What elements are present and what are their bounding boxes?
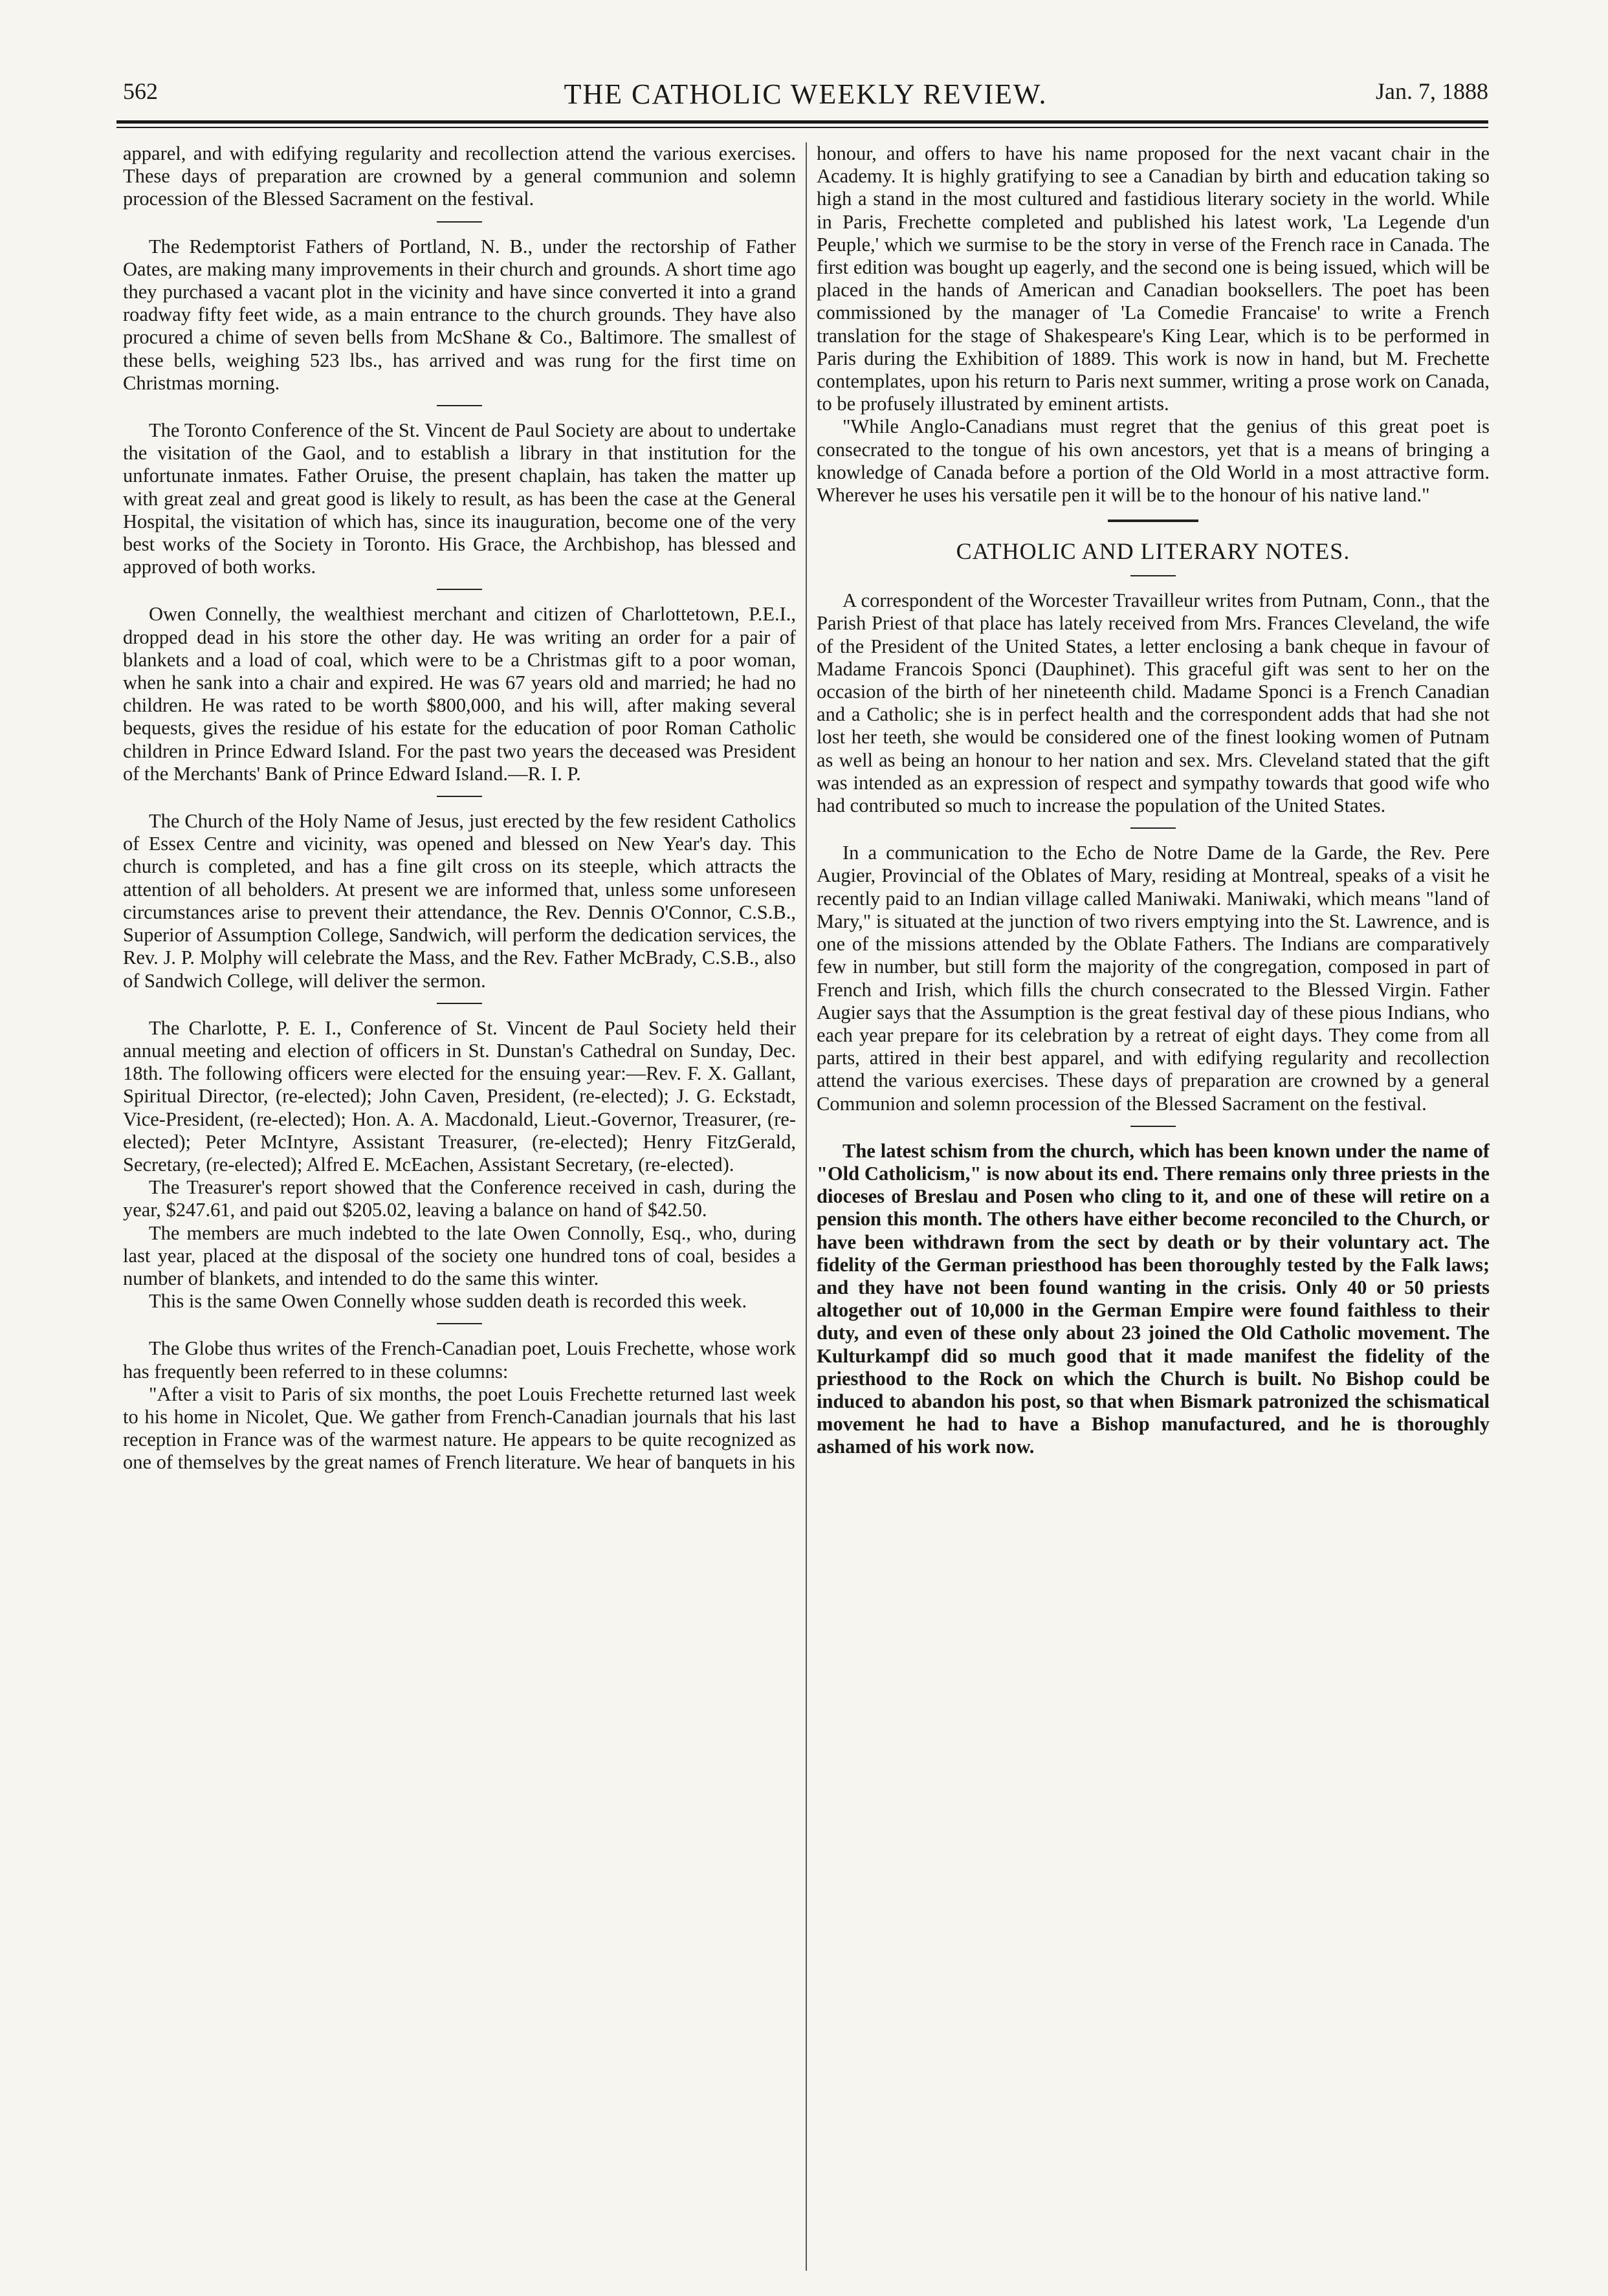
article-paragraph: The Redemptorist Fathers of Portland, N. B., under the rectorship of Father Oates, are making many improvements in their church and grounds. A short time ago they purchased a vacant plot in the vicinity and have since converted it into a grand roadway fifty feet wide, as a main entrance to the church grounds. They have also procured a chime of seven bells from McShane & Co., Baltimore. The smallest of these bells, weighing 523 lbs., has arrived and was rung for the first time on Christmas morning. — [123, 235, 796, 394]
separator — [437, 405, 482, 406]
separator — [1130, 1126, 1176, 1127]
journal-title: THE CATHOLIC WEEKLY REVIEW. — [564, 78, 1048, 110]
article-paragraph: The latest schism from the church, which has been known under the name of "Old Catholicism," is now about its end. There remains only three priests in the dioceses of Breslau and Posen who cling to it, and one of these will retire on a pension this month. The others have either become reconciled to the Church, or have been withdrawn from the sect by death or by their voluntary act. The fidelity of the German priesthood has been thoroughly tested by the Falk laws; and they have not been found wanting in the crisis. Only 40 or 50 priests altogether out of 10,000 in the German Empire were found faithless to their duty, and even of these only about 23 joined the Old Catholic movement. The Kulturkampf did so much good that it made manifest the fidelity of the priesthood to the Rock on which the Church is built. No Bishop could be induced to abandon his post, so that when Bismark patronized the schismatical movement he had to have a Bishop manufactured, and he is thoroughly ashamed of his work now. — [817, 1139, 1490, 1458]
article-paragraph: apparel, and with edifying regularity and recollection attend the various exercises. These days of preparation are crowned by a general communion and solemn procession of the Blessed Sacrament on the festival. — [123, 142, 796, 210]
page-number: 562 — [123, 78, 158, 104]
separator — [437, 221, 482, 223]
article-paragraph: The Toronto Conference of the St. Vincent de Paul Society are about to undertake the visitation of the Gaol, and to establish a library in that institution for the unfortunate inmates. Father Oruise, the present chaplain, has taken the matter up with great zeal and great good is likely to result, as has been the case at the General Hospital, the visitation of which has, since its inauguration, become one of the very best works of the Society in Toronto. His Grace, the Archbishop, has blessed and approved of both works. — [123, 419, 796, 578]
separator — [1130, 827, 1176, 829]
separator — [437, 1323, 482, 1324]
article-paragraph: The members are much indebted to the late Owen Connolly, Esq., who, during last year, placed at the disposal of the society one hundred tons of coal, besides a number of blankets, and intended to do the same this winter. — [123, 1221, 796, 1289]
separator — [437, 796, 482, 797]
article-paragraph: Owen Connelly, the wealthiest merchant and citizen of Charlottetown, P.E.I., dropped dead in his store the other day. He was writing an order for a pair of blankets and a load of coal, which were to be a Christmas gift to a poor woman, when he sank into a chair and expired. He was 67 years old and married; he had no children. He was rated to be worth $800,000, and his will, after making several bequests, gives the residue of his estate for the education of poor Roman Catholic children in Prince Edward Island. For the past two years the deceased was President of the Merchants' Bank of Prince Edward Island.—R. I. P. — [123, 603, 796, 785]
article-paragraph: honour, and offers to have his name proposed for the next vacant chair in the Academy. It is highly gratifying to see a Canadian by birth and education taking so high a stand in the most cultured and fastidious literary society in the world. While in Paris, Frechette completed and published his latest work, 'La Legende d'un Peuple,' which we surmise to be the story in verse of the French race in Canada. The first edition was bought up eagerly, and the second one is being issued, which will be placed in the hands of American and Canadian booksellers. The poet has been commissioned by the manager of 'La Comedie Francaise' to write a French translation for the stage of Shakespeare's King Lear, which is to be performed in Paris during the Exhibition of 1889. This work is now in hand, but M. Frechette contemplates, upon his return to Paris next summer, writing a prose work on Canada, to be profusely illustrated by eminent artists. — [817, 142, 1490, 415]
right-column — [817, 142, 1490, 2271]
separator — [1130, 575, 1176, 576]
article-paragraph: "After a visit to Paris of six months, the poet Louis Frechette returned last week to his home in Nicolet, Que. We gather from French-Canadian journals that his last reception in France was of the warmest nature. He appears to be quite recognized as one of themselves by the great names of French literature. We hear of banquets in his — [123, 1383, 796, 1474]
bold-article — [817, 1140, 1490, 1459]
separator — [437, 1003, 482, 1004]
article-paragraph: "While Anglo-Canadians must regret that the genius of this great poet is consecrated to the tongue of his own ancestors, yet that is a means of bringing a knowledge of Canada before a portion of the Old World in a most attractive form. Wherever he uses his versatile pen it will be to the honour of his native land." — [817, 415, 1490, 507]
issue-date: Jan. 7, 1888 — [1376, 78, 1488, 104]
article-paragraph: A correspondent of the Worcester Travailleur writes from Putnam, Conn., that the Parish Priest of that place has lately received from Mrs. Frances Cleveland, the wife of the President of the United States, a letter enclosing a bank cheque in favour of Madame Francois Sponci (Dauphinet). This graceful gift was sent to her on the occasion of the birth of her nineteenth child. Madame Sponci is a French Canadian and a Catholic; she is in perfect health and the correspondent adds that had she not lost her teeth, she would be considered one of the finest looking women of Putnam as well as being an honour to her nation and sex. Mrs. Cleveland stated that the gift was intended as an expression of respect and sympathy towards that good wife who had contributed so much to increase the population of the United States. — [817, 589, 1490, 817]
separator — [437, 589, 482, 590]
header-rule-thin — [116, 127, 1488, 128]
page-header — [123, 78, 1488, 116]
article-paragraph: The Treasurer's report showed that the Conference received in cash, during the year, $247.61, and paid out $205.02, leaving a balance on hand of $42.50. — [123, 1176, 796, 1221]
article-paragraph: This is the same Owen Connelly whose sudden death is recorded this week. — [149, 1290, 747, 1313]
header-rule-thick — [116, 120, 1488, 124]
column-divider — [806, 142, 807, 2271]
article-paragraph: The Globe thus writes of the French-Canadian poet, Louis Frechette, whose work has frequently been referred to in these columns: — [123, 1337, 796, 1383]
article-paragraph: The Charlotte, P. E. I., Conference of St. Vincent de Paul Society held their annual meeting and election of officers in St. Dunstan's Cathedral on Sunday, Dec. 18th. The following officers were elected for the ensuing year:—Rev. F. X. Gallant, Spiritual Director, (re-elected); John Caven, President, (re-elected); J. G. Eckstadt, Vice-President, (re-elected); Hon. A. A. Macdonald, Lieut.-Governor, Treasurer, (re-elected); Peter McIntyre, Assistant Treasurer, (re-elected); Henry FitzGerald, Secretary, (re-elected); Alfred E. McEachen, Assistant Secretary, (re-elected). — [123, 1016, 796, 1175]
article-paragraph: In a communication to the Echo de Notre Dame de la Garde, the Rev. Pere Augier, Provincial of the Oblates of Mary, residing at Montreal, speaks of a visit he recently paid to an Indian village called Maniwaki. Maniwaki, which means "land of Mary," is situated at the junction of two rivers emptying into the St. Lawrence, and is one of the missions attended by the Oblate Fathers. The Indians are comparatively few in number, but still form the majority of the congregation, composed in part of French and Irish, which fills the church consecrated to the Blessed Virgin. Father Augier says that the Assumption is the great festival day of these pious Indians, who each year prepare for its celebration by a retreat of eight days. They come from all parts, attired in their best apparel, and with edifying regularity and recollection attend the various exercises. These days of preparation are crowned by a general Communion and solemn procession of the Blessed Sacrament on the festival. — [817, 842, 1490, 1115]
section-separator — [1108, 519, 1198, 522]
article-paragraph: The Church of the Holy Name of Jesus, just erected by the few resident Catholics of Essex Centre and vicinity, was opened and blessed on New Year's day. This church is completed, and has a fine gilt cross on its steeple, which attracts the attention of all beholders. At present we are informed that, unless some unforeseen circumstances arise to prevent their attendance, the Rev. Dennis O'Connor, C.S.B., Superior of Assumption College, Sandwich, will perform the dedication services, the Rev. J. P. Molphy will celebrate the Mass, and the Rev. Father McBrady, C.S.B., also of Sandwich College, will deliver the sermon. — [123, 810, 796, 992]
section-heading: CATHOLIC AND LITERARY NOTES. — [956, 538, 1350, 565]
left-column — [123, 142, 796, 2271]
